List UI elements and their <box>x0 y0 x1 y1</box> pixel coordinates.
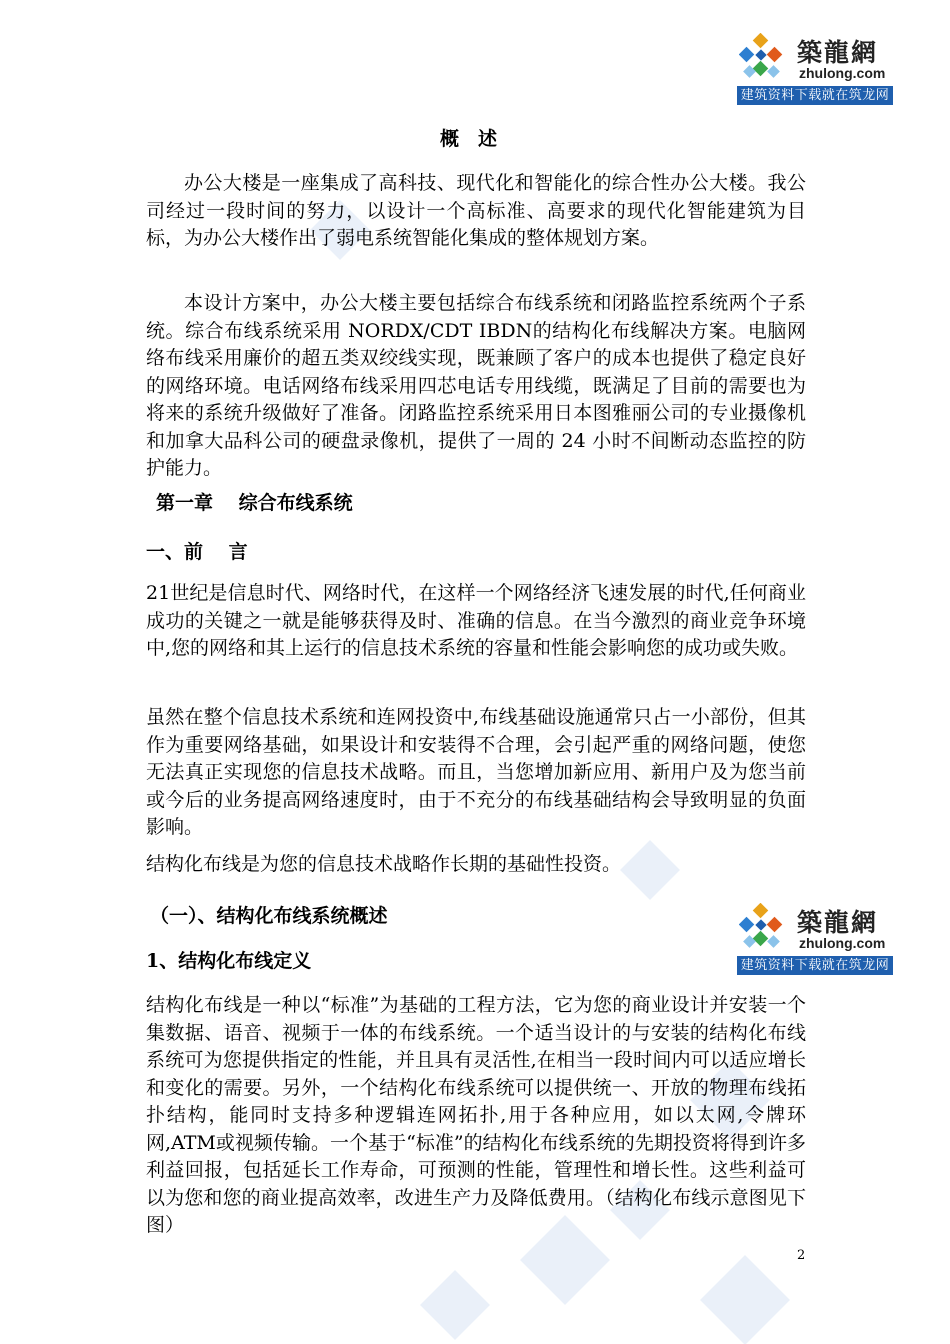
zhulong-logo-top <box>737 31 893 105</box>
page-number: 2 <box>797 1248 806 1263</box>
zhulong-logo-icon <box>739 33 793 87</box>
logo-name-cn: 築龍網 <box>797 908 879 937</box>
section-paragraph-3: 结构化布线是为您的信息技术战略作长期的基础性投资。 <box>146 853 622 875</box>
definition-paragraph: 结构化布线是一种以“标准”为基础的工程方法，它为您的商业设计并安装一个集数据、语音、视频于一体的布线系统。一个适当设计的与安装的结构化布线系统可为您提供指定的性能，并且具有灵活性,在相当一段时间内可以适应增长和变化的需要。另外，一个结构化布线系统可以提供统一、开放的物理布线拓扑结构，能同时支持多种逻辑连网拓扑,用于各种应用，如以太网,令牌环网,ATM或视频传输。一个基于“标准”的结构化布线系统的先期投资将得到许多利益回报，包括延长工作寿命，可预测的性能，管理性和增长性。这些利益可以为您和您的商业提高效率，改进生产力及降低费用。（结构化布线示意图见下图） <box>146 994 806 1236</box>
section-paragraph-1: 21世纪是信息时代、网络时代，在这样一个网络经济飞速发展的时代,任何商业成功的关键之一就是能够获得及时、准确的信息。在当今激烈的商业竞争环境中,您的网络和其上运行的信息技术系统的容量和性能会影响您的成功或失败。 <box>146 582 806 659</box>
subsubsection-title: 1、结构化布线定义 <box>146 950 312 972</box>
logo-site: zhulong.com <box>799 935 886 951</box>
logo-banner: 建筑资料下载就在筑龙网 <box>737 956 893 975</box>
zhulong-logo-middle <box>737 901 893 975</box>
zhulong-logo-icon <box>739 903 793 957</box>
subsection-title: （一）、结构化布线系统概述 <box>150 905 388 927</box>
intro-paragraph-1: 办公大楼是一座集成了高科技、现代化和智能化的综合性办公大楼。我公司经过一段时间的努力，以设计一个高标准、高要求的现代化智能建筑为目标，为办公大楼作出了弱电系统智能化集成的整体规划方案。 <box>146 172 806 249</box>
chapter-title: 第一章 综合布线系统 <box>156 492 353 514</box>
page-title: 概 述 <box>440 128 498 150</box>
logo-site: zhulong.com <box>799 65 886 81</box>
logo-banner: 建筑资料下载就在筑龙网 <box>737 86 893 105</box>
section-title: 一、前 言 <box>146 541 248 563</box>
section-paragraph-2: 虽然在整个信息技术系统和连网投资中,布线基础设施通常只占一小部份，但其作为重要网络基础，如果设计和安装得不合理，会引起严重的网络问题，使您无法真正实现您的信息技术战略。而且，当您增加新应用、新用户及为您当前或今后的业务提高网络速度时，由于不充分的布线基础结构会导致明显的负面影响。 <box>146 706 806 838</box>
intro-paragraph-2: 本设计方案中，办公大楼主要包括综合布线系统和闭路监控系统两个子系统。综合布线系统采用 NORDX/CDT IBDN的结构化布线解决方案。电脑网络布线采用廉价的超五类双绞线实现，既兼顾了客户的成本也提供了稳定良好的网络环境。电话网络布线采用四芯电话专用线缆，既满足了目前的需要也为将来的系统升级做好了准备。闭路监控系统采用日本图雅丽公司的专业摄像机和加拿大品科公司的硬盘录像机，提供了一周的 24 小时不间断动态监控的防护能力。 <box>146 292 806 479</box>
logo-name-cn: 築龍網 <box>797 38 879 67</box>
